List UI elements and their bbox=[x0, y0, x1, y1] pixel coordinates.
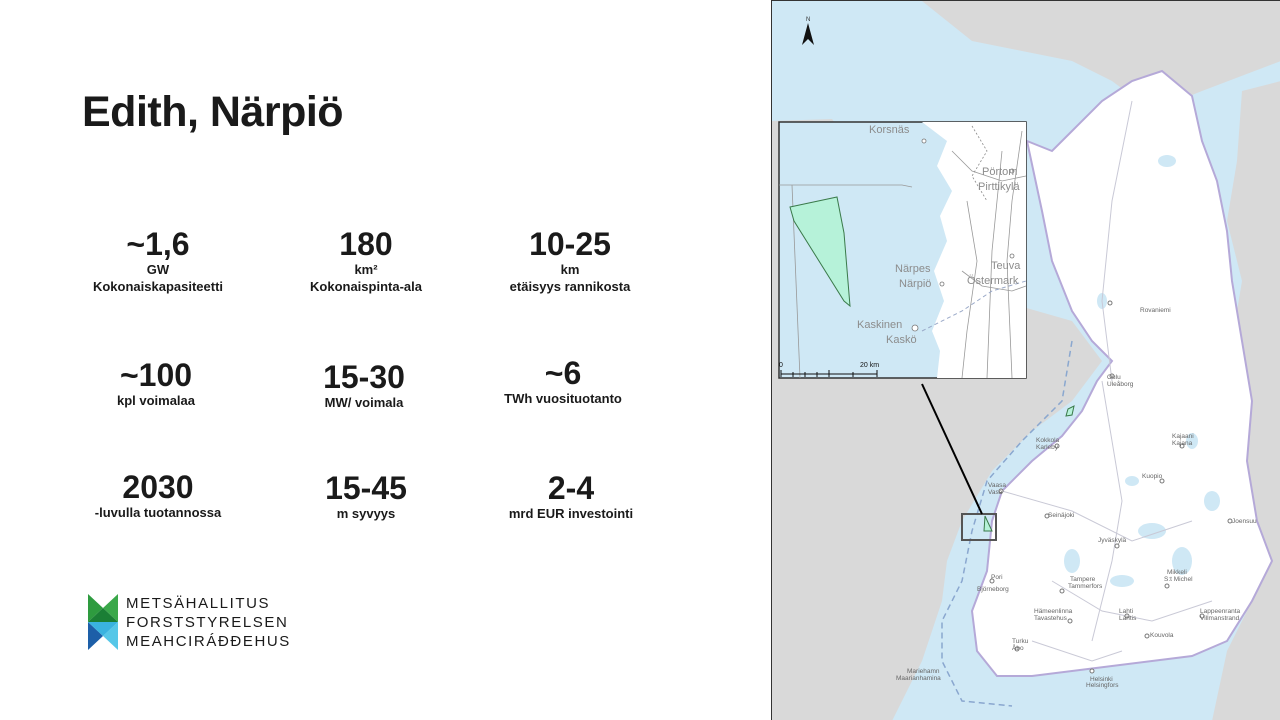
stat-value: 15-30 bbox=[323, 359, 405, 395]
stat-value: 10-25 bbox=[529, 226, 611, 262]
stat-label: Kokonaispinta-ala bbox=[310, 279, 422, 294]
city-label: Åbo bbox=[1012, 645, 1024, 652]
metsahallitus-logo bbox=[88, 594, 291, 655]
stat-label: Kokonaiskapasiteetti bbox=[92, 279, 224, 294]
city-label: Vasa bbox=[988, 489, 1003, 496]
finland-map bbox=[772, 1, 1280, 720]
city-label: Oulu bbox=[1107, 374, 1121, 381]
stat-value: ~6 bbox=[544, 355, 582, 391]
city-label: Kuopio bbox=[1142, 473, 1163, 480]
city-label: Kajana bbox=[1172, 440, 1193, 447]
city-label: S:t Michel bbox=[1164, 576, 1193, 583]
slide-title: Edith, Närpiö bbox=[82, 88, 344, 136]
city-label: Jyväskylä bbox=[1098, 537, 1127, 544]
logo-line: METSÄHALLITUS bbox=[126, 595, 271, 612]
inset-place-label: Närpiö bbox=[899, 278, 932, 290]
inset-map bbox=[779, 122, 1026, 378]
inset-place-label: Pörtom bbox=[982, 166, 1018, 178]
stat-value: 180 bbox=[339, 226, 393, 262]
city-label: Mikkeli bbox=[1167, 569, 1187, 576]
stat-label: etäisyys rannikosta bbox=[509, 279, 631, 294]
inset-place-label: Kaskö bbox=[886, 334, 917, 346]
stat-label: m syvyys bbox=[336, 506, 396, 521]
stat-unit: km bbox=[560, 262, 580, 277]
stat-value: 2-4 bbox=[547, 470, 595, 506]
stat-value: ~100 bbox=[119, 357, 193, 393]
city-label: Karleby bbox=[1036, 444, 1059, 451]
city-label: Björneborg bbox=[977, 586, 1009, 593]
stat-investment bbox=[471, 471, 671, 522]
inset-place-label: Pirttikylä bbox=[978, 181, 1020, 193]
north-label: N bbox=[806, 17, 811, 23]
inset-place-label: Kaskinen bbox=[857, 319, 903, 331]
stat-area bbox=[266, 227, 466, 295]
city-label: Tampere bbox=[1070, 576, 1096, 583]
city-label: Mariehamn bbox=[907, 668, 940, 675]
city-label: Helsingfors bbox=[1086, 682, 1119, 689]
inset-place-label: Teuva bbox=[991, 260, 1021, 272]
city-label: Lappeenranta bbox=[1200, 608, 1241, 615]
stat-label: MW/ voimala bbox=[324, 395, 404, 410]
scale-label-end: 20 km bbox=[860, 362, 880, 369]
inset-place-label: Korsnäs bbox=[869, 124, 910, 136]
city-label: Tammerfors bbox=[1068, 583, 1103, 590]
inset-place-label: Östermark bbox=[967, 275, 1019, 287]
city-label: Tavastehus bbox=[1034, 615, 1067, 622]
city-label: Lahtis bbox=[1119, 615, 1137, 622]
stat-value: ~1,6 bbox=[126, 226, 190, 262]
city-label: Pori bbox=[991, 574, 1003, 581]
city-label: Seinäjoki bbox=[1048, 512, 1075, 519]
stat-production-start bbox=[58, 470, 258, 521]
city-label: Lahti bbox=[1119, 608, 1134, 615]
stat-unit: km² bbox=[354, 262, 378, 277]
stat-label: kpl voimalaa bbox=[116, 393, 196, 408]
stat-label: -luvulla tuotannossa bbox=[94, 505, 222, 520]
city-label: Villmanstrand bbox=[1200, 615, 1240, 622]
stat-capacity bbox=[58, 227, 258, 295]
city-label: Maarianhamina bbox=[896, 675, 941, 682]
stat-turbine-power bbox=[264, 360, 464, 411]
stat-value: 2030 bbox=[122, 469, 194, 505]
logo-line: FORSTSTYRELSEN bbox=[126, 614, 289, 631]
stat-distance bbox=[470, 227, 670, 295]
logo-line: MEAHCIRÁĐĐEHUS bbox=[126, 633, 291, 650]
stat-annual-production bbox=[463, 356, 663, 407]
city-label: Kouvola bbox=[1150, 632, 1174, 639]
stat-unit: GW bbox=[146, 262, 170, 277]
city-label: Hämeenlinna bbox=[1034, 608, 1073, 615]
city-label: Kokkola bbox=[1036, 437, 1060, 444]
stat-label: mrd EUR investointi bbox=[508, 506, 634, 521]
stat-depth bbox=[266, 471, 466, 522]
city-label: Turku bbox=[1012, 638, 1029, 645]
city-label: Joensuu bbox=[1232, 518, 1257, 525]
stat-label: TWh vuosituotanto bbox=[504, 391, 622, 406]
stat-turbine-count bbox=[56, 358, 256, 409]
logo-mark-icon bbox=[88, 594, 118, 650]
city-label: Helsinki bbox=[1090, 676, 1113, 683]
city-label: Uleåborg bbox=[1107, 381, 1134, 388]
inset-place-label: Närpes bbox=[895, 263, 931, 275]
city-label: Kajaani bbox=[1172, 433, 1194, 440]
city-label: Vaasa bbox=[988, 482, 1006, 489]
stat-value: 15-45 bbox=[325, 470, 407, 506]
city-label: Rovaniemi bbox=[1140, 307, 1171, 314]
location-map bbox=[771, 0, 1280, 720]
scale-label-start: 0 bbox=[779, 362, 783, 369]
